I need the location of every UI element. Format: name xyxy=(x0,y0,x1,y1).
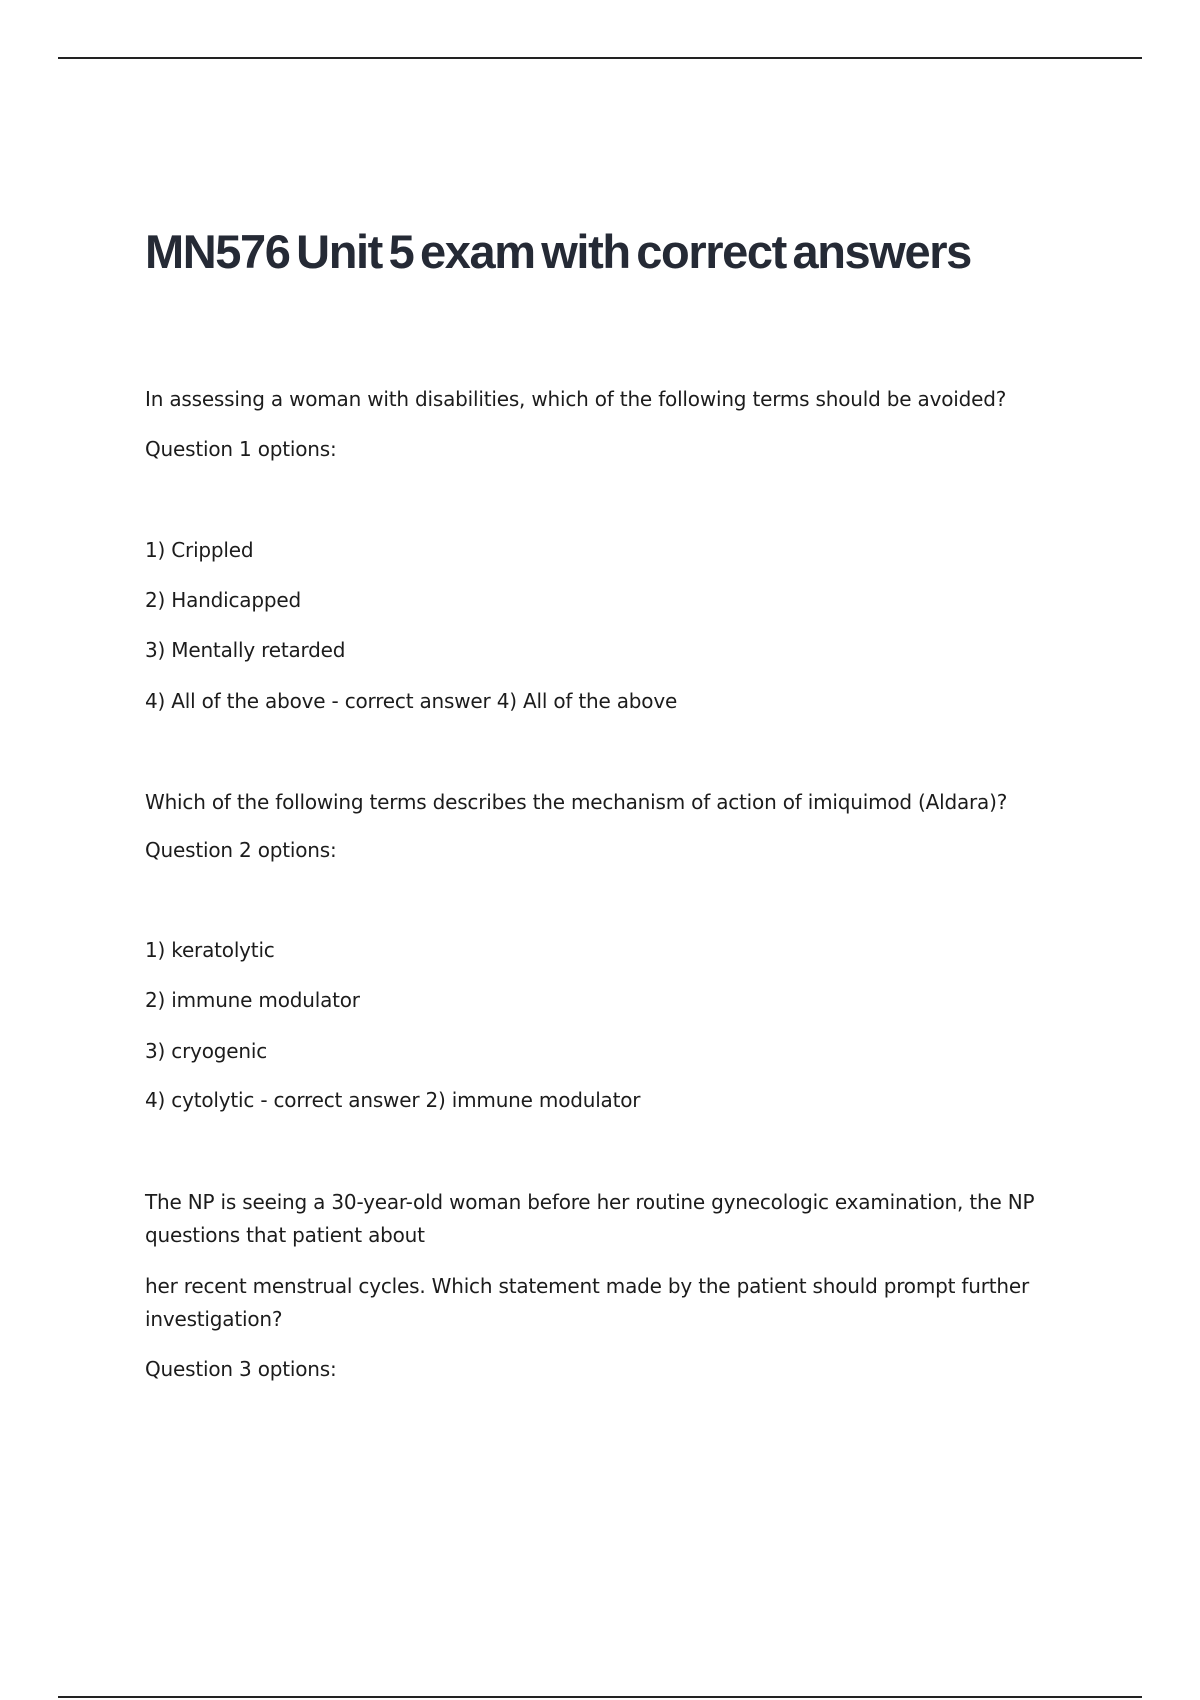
question-2-stem: Which of the following terms describes the mechanism of action of imiquimod (Aldara)? xyxy=(145,790,1008,814)
question-1-option-1: 1) Crippled xyxy=(145,538,254,562)
question-1-stem: In assessing a woman with disabilities, which of the following terms should be avoided? xyxy=(145,387,1007,411)
question-2-option-1: 1) keratolytic xyxy=(145,938,275,962)
question-1-option-4-answer: 4) All of the above - correct answer 4) All of the above xyxy=(145,689,678,713)
question-2-option-3: 3) cryogenic xyxy=(145,1039,268,1063)
question-2-options-label: Question 2 options: xyxy=(145,838,337,862)
question-3-stem-part-1: The NP is seeing a 30-year-old woman before her routine gynecologic examination, the NP questions that patient about xyxy=(145,1190,1035,1247)
question-1-option-3: 3) Mentally retarded xyxy=(145,638,346,662)
question-2-option-4-answer: 4) cytolytic - correct answer 2) immune modulator xyxy=(145,1088,641,1112)
bottom-rule xyxy=(58,1696,1142,1698)
document-title: MN576 Unit 5 exam with correct answers xyxy=(145,225,971,278)
question-1-option-2: 2) Handicapped xyxy=(145,588,301,612)
question-2-option-2: 2) immune modulator xyxy=(145,988,360,1012)
question-3-stem-part-2: her recent menstrual cycles. Which statement made by the patient should prompt further investigation? xyxy=(145,1274,1029,1331)
question-3-options-label: Question 3 options: xyxy=(145,1357,337,1381)
question-1-options-label: Question 1 options: xyxy=(145,437,337,461)
top-rule xyxy=(58,57,1142,59)
